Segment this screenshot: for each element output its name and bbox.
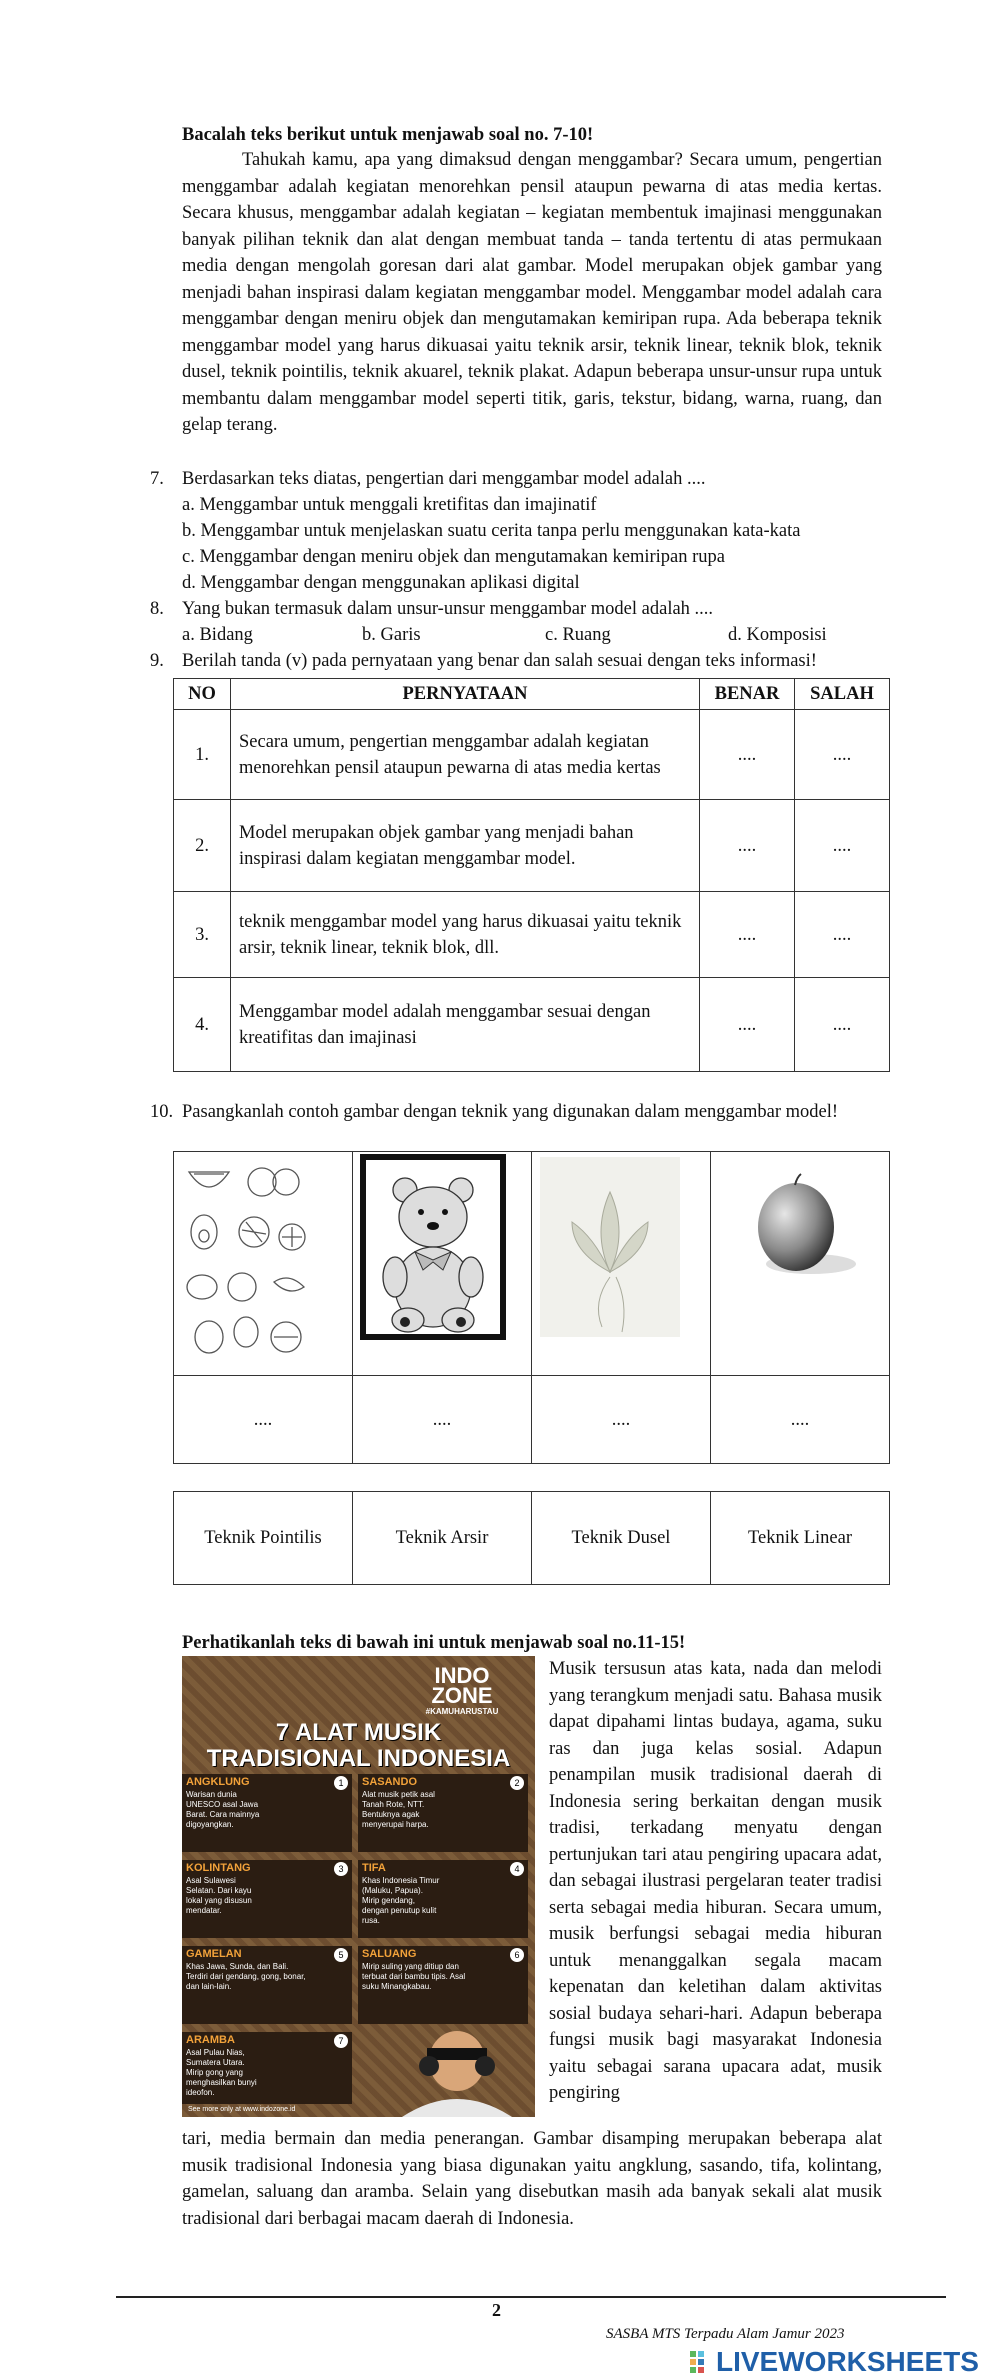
technique-arsir[interactable]: Teknik Arsir xyxy=(352,1491,532,1585)
poster-item: TIFA Khas Indonesia Timur (Maluku, Papua). Mirip gendang, dengan penutup kulit rusa. 4 xyxy=(358,1860,528,1938)
image-cell-2 xyxy=(352,1151,532,1376)
q10-blank-1[interactable]: .... xyxy=(173,1375,353,1464)
poster-title: 7 ALAT MUSIK TRADISIONAL INDONESIA xyxy=(206,1719,511,1772)
music-paragraph-continued: tari, media bermain dan media penerangan. Gambar disamping merupakan beberapa alat musik tradisional Indonesia yang biasa digunakan yaitu angklung, sasando, tifa, kolintang, gamelan, saluang dan aramba. Selain yang disebutkan masih ada banyak sekali alat musik tradisional dari berbagai macam daerah di Indonesia. xyxy=(182,2129,882,2229)
table-row xyxy=(174,800,890,892)
table-row xyxy=(174,710,890,800)
technique-dusel[interactable]: Teknik Dusel xyxy=(531,1491,711,1585)
fruit-line-drawing xyxy=(174,1152,354,1377)
row-benar-answer[interactable]: .... xyxy=(700,978,795,1072)
q10-text: Pasangkanlah contoh gambar dengan teknik yang digunakan dalam menggambar model! xyxy=(182,1102,839,1122)
header-benar: BENAR xyxy=(700,679,795,710)
q10-blank-2[interactable]: .... xyxy=(352,1375,532,1464)
row-statement: Secara umum, pengertian menggambar adalah kegiatan menorehkan pensil ataupun pewarna di atas media kertas xyxy=(231,710,700,800)
q10-blank-3[interactable]: .... xyxy=(531,1375,711,1464)
technique-linear[interactable]: Teknik Linear xyxy=(710,1491,890,1585)
row-no: 2. xyxy=(174,800,231,892)
row-no: 4. xyxy=(174,978,231,1072)
q8-option-b[interactable]: b. Garis xyxy=(362,625,421,645)
reading-paragraph: Tahukah kamu, apa yang dimaksud dengan menggambar? Secara umum, pengertian menggambar adalah kegiatan menorehkan pensil ataupun pewarna di atas media kertas. Secara khusus, menggambar adalah kegiatan – kegiatan membentuk imajinasi menggunakan banyak pilihan teknik dan alat dengan membuat tanda – tanda tertentu di atas permukaan media dengan mengolah goresan dari alat gambar. Model merupakan objek gambar yang menjadi bahan inspirasi dalam kegiatan menggambar model. Menggambar model adalah cara menggambar dengan meniru objek dan mengutamakan kemiripan rupa. Ada beberapa teknik menggambar model yang harus dikuasai yaitu teknik arsir, teknik linear, teknik blok, teknik dusel, teknik pointilis, teknik akuarel, teknik plakat. Adapun beberapa unsur-unsur rupa untuk membantu dalam menggambar model seperti titik, garis, tekstur, bidang, warna, ruang, dan gelap terang. xyxy=(182,150,882,435)
row-salah-answer[interactable]: .... xyxy=(795,800,890,892)
row-no: 3. xyxy=(174,892,231,978)
poster-item: SASANDO Alat musik petik asal Tanah Rote, NTT. Bentuknya agak menyerupai harpa. 2 xyxy=(358,1774,528,1852)
footer-note: SASBA MTS Terpadu Alam Jamur 2023 xyxy=(606,2326,845,2342)
image-cell-1 xyxy=(173,1151,353,1376)
q8-option-d[interactable]: d. Komposisi xyxy=(728,625,827,645)
statement-table xyxy=(173,678,890,1072)
poster-item: ANGKLUNG Warisan dunia UNESCO asal Jawa Barat. Cara mainnya digoyangkan. 1 xyxy=(182,1774,352,1852)
row-salah-answer[interactable]: .... xyxy=(795,710,890,800)
header-pernyataan: PERNYATAAN xyxy=(231,679,700,710)
row-benar-answer[interactable]: .... xyxy=(700,710,795,800)
row-statement: Model merupakan objek gambar yang menjadi bahan inspirasi dalam kegiatan menggambar model. xyxy=(231,800,700,892)
q7-text: Berdasarkan teks diatas, pengertian dari menggambar model adalah .... xyxy=(182,469,706,489)
music-poster xyxy=(182,1656,535,2117)
header-salah: SALAH xyxy=(795,679,890,710)
row-salah-answer[interactable]: .... xyxy=(795,978,890,1072)
poster-item: GAMELAN Khas Jawa, Sunda, dan Bali. Terdiri dari gendang, gong, bonar, dan lain-lain. 5 xyxy=(182,1946,352,2024)
page-number: 2 xyxy=(492,2300,501,2320)
q7-number: 7. xyxy=(150,469,164,489)
poster-item: SALUANG Mirip suling yang ditiup dan terbuat dari bambu tipis. Asal suku Minangkabau. 6 xyxy=(358,1946,528,2024)
lotus-blended-drawing xyxy=(532,1152,712,1377)
q8-option-a[interactable]: a. Bidang xyxy=(182,625,253,645)
image-cell-4 xyxy=(710,1151,890,1376)
q10-number: 10. xyxy=(150,1102,174,1122)
q8-text: Yang bukan termasuk dalam unsur-unsur menggambar model adalah .... xyxy=(182,599,714,619)
poster-footer: See more only at www.indozone.id xyxy=(188,2106,296,2113)
table-row xyxy=(174,978,890,1072)
q8-number: 8. xyxy=(150,599,164,619)
q7-option-b[interactable]: b. Menggambar untuk menjelaskan suatu cerita tanpa perlu menggunakan kata-kata xyxy=(182,521,801,541)
header-no: NO xyxy=(174,679,231,710)
music-paragraph: Musik tersusun atas kata, nada dan melodi yang terangkum menjadi satu. Bahasa musik dapat dipahami lintas budaya, agama, suku ras dan juga kelas sosial. Adapun penampilan musik tradisional daerah di Indonesia sering berkaitan dengan musik tradisi, terkadang menyatu dengan pertunjukan tari atau pengiring upacara adat, dan sebagai ilustrasi pergelaran teater tradisi serta sebagai media hiburan. Secara umum, musik berfungsi sebagai media hiburan untuk menanggalkan segala macam kepenatan dan keletihan dalam aktivitas sosial budaya sehari-hari. Adapun beberapa fungsi musik bagi masyarakat Indonesia yaitu sebagai sarana upacara adat, musik pengiring xyxy=(549,1659,882,2103)
row-no: 1. xyxy=(174,710,231,800)
q7-option-c[interactable]: c. Menggambar dengan meniru objek dan mengutamakan kemiripan rupa xyxy=(182,547,725,567)
apple-pencil-drawing xyxy=(711,1152,891,1377)
q10-blank-4[interactable]: .... xyxy=(710,1375,890,1464)
q7-option-a[interactable]: a. Menggambar untuk menggali kretifitas dan imajinatif xyxy=(182,495,597,515)
row-salah-answer[interactable]: .... xyxy=(795,892,890,978)
technique-pointilis[interactable]: Teknik Pointilis xyxy=(173,1491,353,1585)
row-benar-answer[interactable]: .... xyxy=(700,800,795,892)
q9-text: Berilah tanda (v) pada pernyataan yang benar dan salah sesuai dengan teks informasi! xyxy=(182,651,817,671)
liveworksheets-logo-icon xyxy=(690,2351,712,2373)
person-headphones-illustration xyxy=(382,2026,532,2117)
teddy-bear-hatching-drawing xyxy=(353,1152,533,1377)
section2-title: Perhatikanlah teks di bawah ini untuk menjawab soal no.11-15! xyxy=(182,1633,686,1653)
q9-number: 9. xyxy=(150,651,164,671)
table-row xyxy=(174,892,890,978)
footer-divider xyxy=(116,2296,946,2298)
image-grid xyxy=(173,1151,890,1464)
table-header-row xyxy=(174,679,890,710)
poster-brand: INDO ZONE #KAMUHARUSTAU xyxy=(425,1663,499,1716)
poster-item: KOLINTANG Asal Sulawesi Selatan. Dari kayu lokal yang disusun mendatar. 3 xyxy=(182,1860,352,1938)
liveworksheets-watermark: LIVEWORKSHEETS xyxy=(690,2346,979,2378)
q8-option-c[interactable]: c. Ruang xyxy=(545,625,611,645)
image-cell-3 xyxy=(531,1151,711,1376)
poster-item: ARAMBA Asal Pulau Nias, Sumatera Utara. Mirip gong yang menghasilkan bunyi ideofon. 7 xyxy=(182,2032,352,2104)
q7-option-d[interactable]: d. Menggambar dengan menggunakan aplikasi digital xyxy=(182,573,580,593)
row-statement: teknik menggambar model yang harus dikuasai yaitu teknik arsir, teknik linear, teknik blok, dll. xyxy=(231,892,700,978)
reading-title: Bacalah teks berikut untuk menjawab soal no. 7-10! xyxy=(182,125,594,145)
row-benar-answer[interactable]: .... xyxy=(700,892,795,978)
row-statement: Menggambar model adalah menggambar sesuai dengan kreatifitas dan imajinasi xyxy=(231,978,700,1072)
